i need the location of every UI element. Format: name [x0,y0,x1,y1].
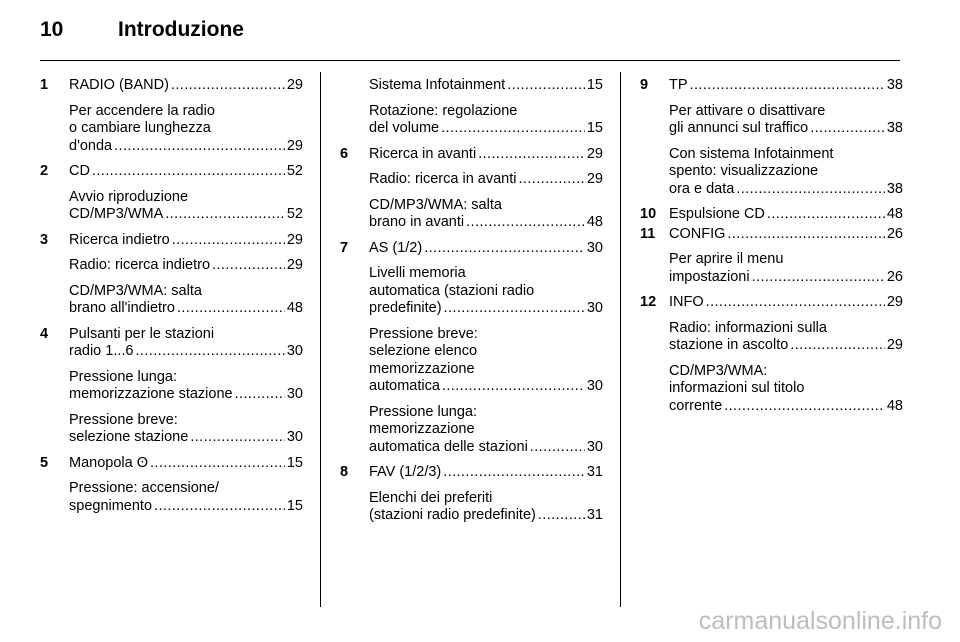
index-entry [340,77,603,95]
entry-label: CONFIG [669,225,726,242]
entry-number: 9 [640,77,649,93]
dot-leader [724,398,885,416]
entry-number: 6 [340,145,349,162]
entry-number [40,189,69,224]
dot-leader [736,181,885,199]
entry-number [40,369,69,404]
entry-page-link[interactable]: 30 [586,378,603,394]
watermark: carmanualsonline.info [698,607,942,635]
entry-page-link[interactable]: 48 [886,206,903,222]
entry-page-link[interactable]: 26 [886,268,903,285]
entry-page-link[interactable]: 29 [886,337,903,353]
entry-number [40,412,69,447]
entry-label: INFO [669,294,704,310]
entry-number: 8 [340,464,349,480]
entry-label: Pressione lunga: [69,368,178,385]
entry-label: Per attivare o disattivare [669,102,826,119]
entry-label: d'onda [69,137,113,154]
dot-leader [466,214,585,232]
entry-label: automatica delle stazioni [369,438,528,455]
entry-number [40,257,69,275]
entry-page-link[interactable]: 38 [886,120,903,136]
entry-number [40,103,69,156]
entry-number [340,171,369,189]
entry-label: memorizzazione [369,421,475,437]
entry-label: memorizzazione stazione [69,386,233,402]
entry-number [40,283,69,318]
index-entry [640,294,903,312]
dot-leader [706,294,885,312]
entry-label: CD [69,163,90,179]
dot-leader [752,269,885,287]
index-entry [40,232,303,250]
entry-label: AS (1/2) [369,239,423,256]
index-entry [340,490,603,525]
index-entry [640,77,903,95]
entry-page-link[interactable]: 52 [286,163,303,179]
entry-number [640,320,669,355]
entry-label: Pressione breve: [369,325,478,342]
dot-leader [424,240,585,258]
entry-label: automatica [369,378,440,394]
dot-leader [727,226,884,244]
index-entry [340,326,603,396]
entry-label: o cambiare lunghezza [69,120,211,136]
header-rule [40,60,900,61]
entry-label: informazioni sul titolo [669,380,805,396]
index-entry [340,464,603,482]
entry-number [340,490,369,525]
entry-label: Manopola ʘ [69,454,148,471]
entry-label: FAV (1/2/3) [369,464,442,480]
entry-page-link[interactable]: 26 [886,225,903,242]
entry-number: 10 [640,206,657,222]
index-entry [40,163,303,181]
entry-label: Rotazione: regolazione [369,102,518,119]
page-number: 10 [40,18,64,41]
entry-label: automatica (stazioni radio [369,282,535,299]
entry-label: selezione elenco [369,343,478,359]
index-entry [340,146,603,164]
index-entry [340,240,603,258]
entry-page-link[interactable]: 15 [286,454,303,471]
entry-page-link[interactable]: 38 [886,180,903,197]
entry-page-link[interactable]: 30 [286,429,303,445]
dot-leader [538,507,585,525]
entry-label: CD/MP3/WMA: salta [369,196,502,213]
entry-number [340,103,369,138]
entry-label: gli annunci sul traffico [669,120,809,136]
entry-page-link[interactable]: 31 [586,507,603,523]
entry-page-link[interactable]: 15 [286,497,303,514]
dot-leader [92,163,285,181]
entry-label: spegnimento [69,497,153,514]
entry-page-link[interactable]: 31 [586,464,603,480]
index-entry [40,77,303,95]
dot-leader [114,138,285,156]
dot-leader [507,77,585,95]
entry-label: Per aprire il menu [669,251,784,267]
entry-label: RADIO (BAND) [69,77,169,93]
index-entry [40,257,303,275]
entry-label: Radio: ricerca indietro [69,257,211,273]
entry-number: 5 [40,454,49,471]
entry-number [640,146,669,199]
entry-label: del volume [369,120,440,136]
entry-page-link[interactable]: 15 [586,77,603,93]
entry-number [340,77,369,95]
entry-label: Radio: ricerca in avanti [369,171,517,187]
entry-page-link[interactable]: 15 [586,120,603,136]
entry-label: radio 1...6 [69,343,134,359]
entry-label: corrente [669,397,723,414]
dot-leader [172,232,285,250]
index-entry [40,283,303,318]
entry-number: 11 [640,225,656,242]
column-divider-2 [620,72,621,607]
index-entry [340,171,603,189]
entry-number [340,404,369,457]
dot-leader [165,206,285,224]
entry-page-link[interactable]: 30 [286,386,303,402]
entry-page-link[interactable]: 29 [286,77,303,93]
entry-label: Pressione breve: [69,411,178,428]
index-column-1 [40,77,303,523]
dot-leader [519,171,585,189]
entry-label: impostazioni [669,268,750,285]
entry-label: Radio: informazioni sulla [669,319,827,336]
entry-label: Con sistema Infotainment [669,145,834,162]
entry-page-link[interactable]: 30 [286,343,303,359]
index-entry [640,251,903,286]
index-entry [340,197,603,232]
dot-leader [212,257,285,275]
entry-number [340,197,369,232]
entry-label: Avvio riproduzione [69,188,189,205]
entry-label: Elenchi dei preferiti [369,489,493,506]
entry-label: predefinite) [369,300,442,316]
dot-leader [150,455,285,473]
entry-label: Sistema Infotainment [369,77,506,93]
entry-label: Pressione lunga: [369,403,478,420]
entry-number [640,251,669,286]
dot-leader [235,386,285,404]
entry-label: TP [669,77,688,93]
entry-page-link[interactable]: 30 [586,300,603,316]
index-entry [640,226,903,244]
entry-page-link[interactable]: 30 [586,239,603,256]
entry-label: CD/MP3/WMA: [669,362,768,379]
dot-leader [790,337,885,355]
page-title: Introduzione [118,18,244,41]
entry-label: CD/MP3/WMA: salta [69,282,202,299]
entry-number: 2 [40,163,49,179]
index-entry [340,265,603,318]
entry-number [640,363,669,416]
dot-leader [190,429,285,447]
index-entry [640,320,903,355]
entry-page-link[interactable]: 29 [586,171,603,187]
index-entry [640,363,903,416]
dot-leader [530,439,585,457]
index-column-3 [640,77,903,423]
entry-number [40,480,69,515]
dot-leader [154,498,285,516]
entry-label: CD/MP3/WMA [69,206,164,222]
page-header [40,18,244,42]
entry-label: selezione stazione [69,429,189,445]
entry-label: stazione in ascolto [669,337,789,353]
index-column-2 [340,77,603,533]
index-entry [340,103,603,138]
entry-page-link[interactable]: 29 [286,137,303,154]
index-entry [640,146,903,199]
entry-page-link[interactable]: 29 [286,257,303,273]
dot-leader [690,77,885,95]
index-entry [40,189,303,224]
entry-label: spento: visualizzazione [669,163,819,179]
index-entry [640,206,903,224]
column-divider-1 [320,72,321,607]
index-entry [40,455,303,473]
entry-number: 4 [40,325,49,342]
entry-number [340,326,369,396]
entry-number: 3 [40,231,49,248]
entry-number: 12 [640,294,657,310]
entry-label: Ricerca indietro [69,231,170,248]
entry-label: Per accendere la radio [69,102,215,119]
entry-page-link[interactable]: 52 [286,206,303,222]
entry-number [340,265,369,318]
entry-label: memorizzazione [369,360,475,377]
entry-page-link[interactable]: 29 [286,231,303,248]
index-entry [40,412,303,447]
entry-number: 7 [340,239,349,256]
index-entry [40,480,303,515]
entry-number [640,103,669,138]
dot-leader [171,77,285,95]
index-entry [40,103,303,156]
entry-label: brano all'indietro [69,300,175,316]
entry-label: Ricerca in avanti [369,145,477,162]
entry-page-link[interactable]: 30 [586,438,603,455]
entry-label: Espulsione CD [669,206,765,222]
index-entry [40,326,303,361]
entry-page-link[interactable]: 48 [886,397,903,414]
index-entry [40,369,303,404]
entry-label: ora e data [669,180,735,197]
dot-leader [136,343,285,361]
entry-label: Pressione: accensione/ [69,480,219,496]
dot-leader [478,146,585,164]
index-entry [340,404,603,457]
entry-page-link[interactable]: 48 [586,214,603,230]
entry-label: brano in avanti [369,214,465,230]
entry-number: 1 [40,77,49,93]
entry-label: Pulsanti per le stazioni [69,325,215,342]
entry-page-link[interactable]: 29 [586,145,603,162]
index-entry [640,103,903,138]
dot-leader [177,300,285,318]
dot-leader [810,120,885,138]
entry-label: Livelli memoria [369,265,466,281]
entry-page-link[interactable]: 48 [286,300,303,316]
dot-leader [444,300,585,318]
entry-page-link[interactable]: 38 [886,77,903,93]
dot-leader [767,206,885,224]
entry-page-link[interactable]: 29 [886,294,903,310]
dot-leader [442,378,585,396]
dot-leader [443,464,585,482]
entry-label: (stazioni radio predefinite) [369,507,536,523]
dot-leader [441,120,585,138]
